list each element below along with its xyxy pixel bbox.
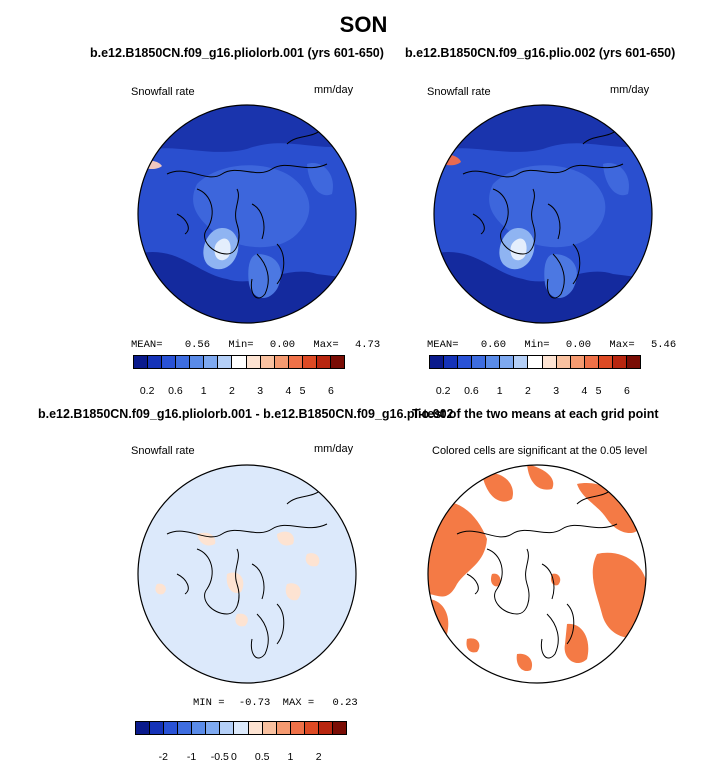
- panel-2-min-label: Min=: [524, 339, 550, 351]
- colorbar-cell: [220, 722, 234, 734]
- colorbar-cell: [249, 722, 263, 734]
- panel-1-polar-map: [137, 104, 357, 324]
- colorbar-cell: [585, 356, 599, 368]
- colorbar-cell: [263, 722, 277, 734]
- panel-2-variable-label: Snowfall rate: [427, 86, 491, 98]
- panel-1-max-label: Max=: [313, 339, 339, 351]
- colorbar-cell: [557, 356, 571, 368]
- colorbar-cell: [613, 356, 627, 368]
- panel-3-polar-map: [137, 464, 357, 684]
- colorbar-cell: [599, 356, 613, 368]
- colorbar-cell: [303, 356, 317, 368]
- colorbar-cell: [543, 356, 557, 368]
- colorbar-cell: [291, 722, 305, 734]
- panel-2-mean-label: MEAN=: [427, 339, 459, 351]
- figure-title: SON: [339, 12, 388, 37]
- colorbar-cell: [204, 356, 218, 368]
- panel-2-stats: [427, 339, 676, 351]
- panel-1-units-label: mm/day: [314, 84, 354, 96]
- colorbar-cell: [305, 722, 319, 734]
- colorbar-cell: [192, 722, 206, 734]
- panel-3-colorbar: [135, 721, 347, 763]
- colorbar-tick-label: 6: [327, 385, 334, 397]
- colorbar-cell: [206, 722, 220, 734]
- colorbar-cell: [150, 722, 164, 734]
- colorbar-cell: [162, 356, 176, 368]
- colorbar-cell: [275, 356, 289, 368]
- colorbar-cell: [331, 356, 344, 368]
- colorbar-cell: [176, 356, 190, 368]
- colorbar-cell: [627, 356, 640, 368]
- colorbar-cell: [444, 356, 458, 368]
- panel-4-title: T-test of the two means at each grid point: [412, 407, 659, 421]
- colorbar-tick-label: 0.6: [464, 385, 479, 397]
- colorbar-tick-label: 0: [231, 751, 237, 763]
- colorbar-tick-label: 0.6: [168, 385, 183, 397]
- colorbar-cell: [136, 722, 150, 734]
- panel-1-max-value: 4.73: [354, 339, 381, 351]
- colorbar-tick-label: 4: [285, 385, 292, 397]
- colorbar-cell: [218, 356, 232, 368]
- colorbar-tick-label: 3: [553, 385, 560, 397]
- panel-3-variable-label: Snowfall rate: [131, 445, 195, 457]
- panel-3-stats: [193, 697, 358, 709]
- colorbar-cell: [289, 356, 303, 368]
- colorbar-tick-label: -1: [186, 751, 197, 763]
- panel-1-variable-label: Snowfall rate: [131, 86, 195, 98]
- colorbar-cell: [234, 722, 248, 734]
- colorbar-tick-label: 6: [623, 385, 630, 397]
- colorbar-cell: [528, 356, 542, 368]
- colorbar-cell: [261, 356, 275, 368]
- colorbar-cell: [472, 356, 486, 368]
- colorbar-cell: [458, 356, 472, 368]
- panel-2-min-value: 0.00: [565, 339, 592, 351]
- colorbar-tick-label: 1: [287, 751, 294, 763]
- colorbar-tick-label: 0.5: [254, 751, 270, 763]
- colorbar-cell: [500, 356, 514, 368]
- colorbar-cell: [178, 722, 192, 734]
- colorbar-cell: [232, 356, 246, 368]
- panel-2-polar-map: [433, 104, 653, 324]
- panel-1-title: b.e12.B1850CN.f09_g16.pliolorb.001 (yrs 601-650): [90, 46, 384, 60]
- panel-1-min-value: 0.00: [269, 339, 296, 351]
- colorbar-cell: [319, 722, 333, 734]
- panel-3-max-label: MAX =: [282, 697, 315, 709]
- panel-3-units-label: mm/day: [314, 443, 354, 455]
- panel-2-max-label: Max=: [609, 339, 635, 351]
- panel-3-min-value: -0.73: [238, 697, 271, 709]
- colorbar-cell: [164, 722, 178, 734]
- colorbar-tick-label: 0.2: [435, 385, 451, 397]
- panel-1-mean-label: MEAN=: [131, 339, 163, 351]
- colorbar-tick-label: 2: [229, 385, 235, 397]
- colorbar-cell: [333, 722, 346, 734]
- colorbar-tick-label: 1: [200, 385, 207, 397]
- colorbar-tick-label: -0.5: [210, 751, 229, 763]
- colorbar-cell: [571, 356, 585, 368]
- panel-4-significance-label: Colored cells are significant at the 0.05 level: [432, 445, 648, 457]
- colorbar-tick-label: 2: [525, 385, 531, 397]
- colorbar-tick-label: -2: [158, 751, 168, 763]
- colorbar-cell: [277, 722, 291, 734]
- panel-2-colorbar: [429, 355, 641, 397]
- colorbar-tick-label: 2: [315, 751, 322, 763]
- panel-1-colorbar: [133, 355, 345, 397]
- panel-1-min-label: Min=: [228, 339, 254, 351]
- colorbar-cell: [514, 356, 528, 368]
- colorbar-tick-label: 3: [257, 385, 264, 397]
- colorbar-cell: [486, 356, 500, 368]
- panel-4-polar-map: [427, 464, 647, 684]
- panel-2-units-label: mm/day: [610, 84, 650, 96]
- colorbar-tick-label: 4: [581, 385, 588, 397]
- colorbar-cell: [317, 356, 331, 368]
- colorbar-tick-label: 5: [595, 385, 602, 397]
- colorbar-cell: [190, 356, 204, 368]
- colorbar-tick-label: 0.2: [139, 385, 155, 397]
- colorbar-cell: [247, 356, 261, 368]
- colorbar-tick-label: 1: [496, 385, 503, 397]
- colorbar-tick-label: 5: [299, 385, 306, 397]
- colorbar-cell: [148, 356, 162, 368]
- panel-2-max-value: 5.46: [650, 339, 677, 351]
- panel-3-title: b.e12.B1850CN.f09_g16.pliolorb.001 - b.e12.B1850CN.f09_g16.plio.002: [38, 407, 454, 421]
- panel-3-min-label: MIN =: [193, 697, 225, 709]
- colorbar-cell: [430, 356, 444, 368]
- colorbar-cell: [134, 356, 148, 368]
- panel-2-title: b.e12.B1850CN.f09_g16.plio.002 (yrs 601-650): [405, 46, 676, 60]
- panel-3-max-value: 0.23: [332, 697, 358, 709]
- panel-1-stats: [131, 339, 380, 351]
- panel-1-mean-value: 0.56: [184, 339, 211, 351]
- panel-2-mean-value: 0.60: [480, 339, 507, 351]
